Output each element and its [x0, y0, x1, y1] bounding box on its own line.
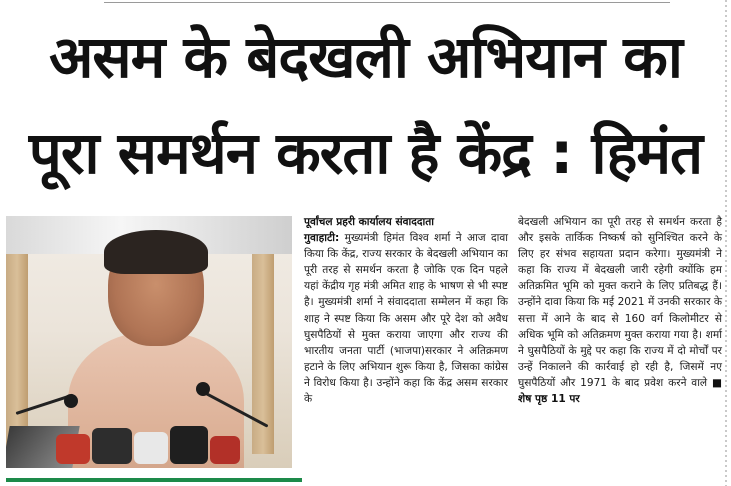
continued-on-page: ■ शेष पृष्ठ 11 पर	[518, 376, 722, 406]
microphone-cluster	[46, 422, 246, 468]
headline-line-2: पूरा समर्थन करता है केंद्र : हिमंत	[28, 119, 703, 187]
article-body-part-2: बेदखली अभियान का पूरी तरह से समर्थन करता है और इसके तार्किक निष्कर्ष को सुनिश्चित करने के लिए हर संभव सहायता प्रदान करेगा। मुख्यमंत्री ने कहा कि राज्य में बेदखली जारी रहेगी क्योंकि हम अतिक्रमित भूमि को मुक्त कराने के लिए प्रतिबद्ध हैं। उन्होंने दावा किया कि मई 2021 में उनकी सरकार के सत्ता में आने के बाद से 160 वर्ग किलोमीटर से अधिक भूमि को अतिक्रमण मुक्त कराया गया है। शर्मा ने घुसपैठियों के मुद्दे पर कहा कि राज्य में दो मोर्चों पर उन्हें निकालने की कार्रवाई हो रही है, जिसमें नए घुसपैठियों और 1971 के बाद प्रवेश करने वाले	[518, 216, 722, 389]
article-column-2	[518, 214, 722, 407]
byline: पूर्वांचल प्रहरी कार्यालय संवाददाता	[304, 216, 435, 228]
microphone-icon	[64, 394, 78, 408]
article-body-part-1: मुख्यमंत्री हिमंत विश्व शर्मा ने आज दावा किया कि केंद्र, राज्य सरकार के बेदखली अभियान का पूरी तरह से समर्थन करता है जोकि एक दिन पहले यहां केंद्रीय गृह मंत्री अमित शाह के भाषण से भी स्पष्ट है। मुख्यमंत्री शर्मा ने संवाददाता सम्मेलन में कहा कि शाह ने स्पष्ट किया कि असम और पूरे देश को अवैध घुसपैठियों से मुक्त कराया जाएगा और राज्य की भारतीय जनता पार्टी (भाजपा)सरकार ने अतिक्रमण हटाने के लिए अभियान शुरू किया है, जिसका कांग्रेस ने विरोध किया है। उन्होंने कहा कि केंद्र असम सरकार के	[304, 232, 508, 406]
speaker-hair	[104, 230, 208, 274]
headline-line-1: असम के बेदखली अभियान का	[49, 23, 682, 91]
article-column-1	[304, 214, 508, 407]
news-photo	[6, 216, 292, 468]
dateline: गुवाहाटी:	[304, 232, 340, 245]
microphone-icon	[196, 382, 210, 396]
top-rule	[104, 2, 670, 3]
bottom-rule	[6, 478, 302, 482]
wall-panel-left	[6, 254, 28, 454]
